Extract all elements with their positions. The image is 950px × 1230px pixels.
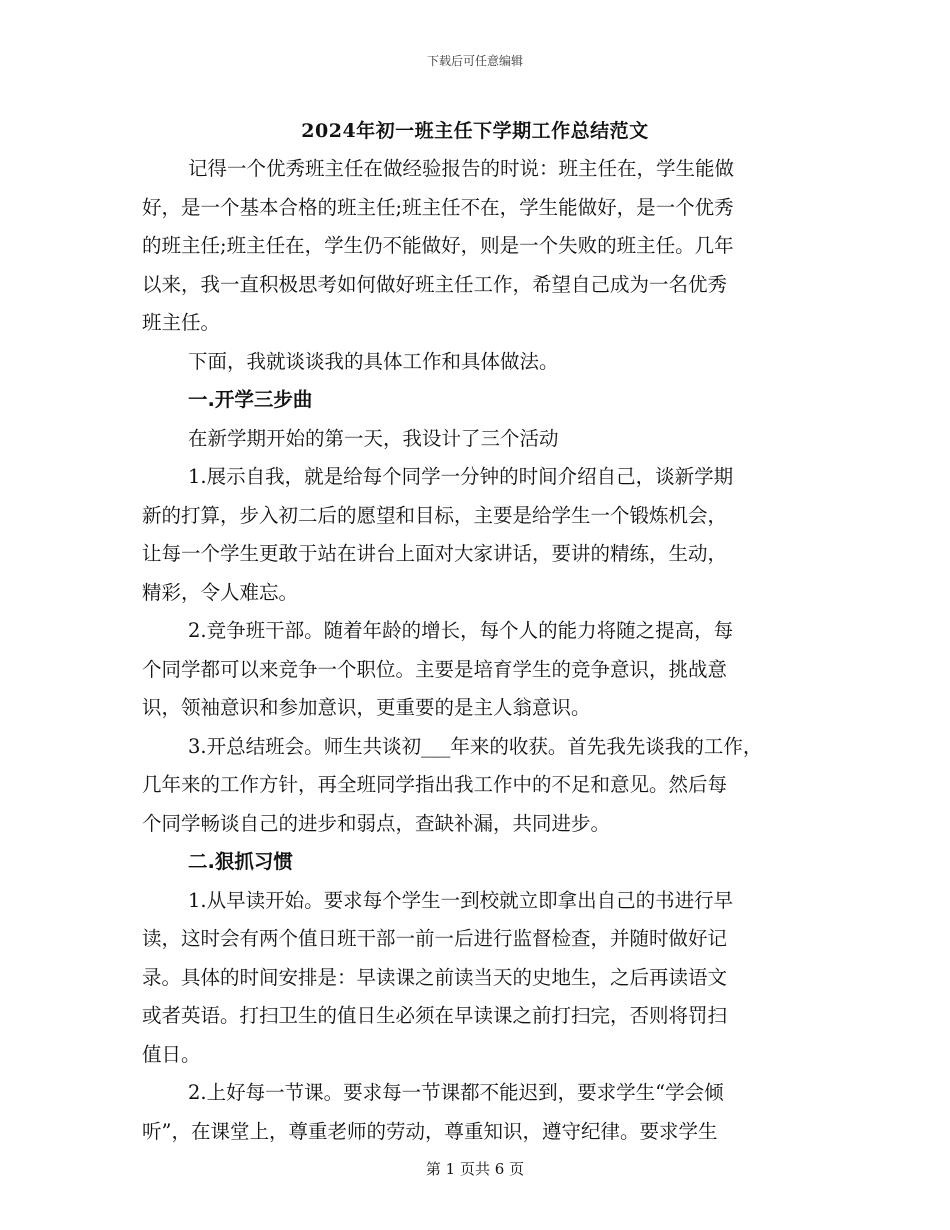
paragraph-line: 听”，在课堂上，尊重老师的劳动，尊重知识，遵守纪律。要求学生 bbox=[142, 1119, 718, 1143]
paragraph-line: 3.开总结班会。师生共谈初___年来的收获。首先我先谈我的工作， bbox=[188, 734, 763, 758]
paragraph-line: 下面，我就谈谈我的具体工作和具体做法。 bbox=[188, 349, 559, 373]
section-heading: 一.开学三步曲 bbox=[188, 388, 313, 411]
paragraph-line: 在新学期开始的第一天，我设计了三个活动 bbox=[188, 426, 559, 450]
page-footer: 第 1 页共 6 页 bbox=[425, 1160, 525, 1178]
paragraph-line: 几年来的工作方针，再全班同学指出我工作中的不足和意见。然后每 bbox=[142, 773, 728, 796]
document-body bbox=[142, 150, 802, 1151]
paragraph-line: 2.上好每一节课。要求每一节课都不能迟到，要求学生“学会倾 bbox=[188, 1081, 724, 1104]
paragraph-line: 或者英语。打扫卫生的值日生必须在早读课之前打扫完，否则将罚扫 bbox=[142, 1004, 728, 1027]
paragraph-line: 个同学畅谈自己的进步和弱点，查缺补漏，共同进步。 bbox=[142, 811, 611, 835]
paragraph-line: 好，是一个基本合格的班主任;班主任不在，学生能做好，是一个优秀 bbox=[142, 195, 734, 219]
paragraph-line: 精彩，令人难忘。 bbox=[142, 580, 299, 604]
document-title: 2024年初一班主任下学期工作总结范文 bbox=[301, 120, 649, 142]
paragraph-line: 读，这时会有两个值日班干部一前一后进行监督检查，并随时做好记 bbox=[142, 927, 728, 950]
paragraph-line: 识，领袖意识和参加意识，更重要的是主人翁意识。 bbox=[142, 696, 591, 719]
paragraph-line: 值日。 bbox=[142, 1042, 201, 1066]
paragraph-line: 新的打算，步入初二后的愿望和目标，主要是给学生一个锻炼机会， bbox=[142, 503, 728, 527]
paragraph-line: 的班主任;班主任在，学生仍不能做好，则是一个失败的班主任。几年 bbox=[142, 234, 734, 257]
paragraph-line: 1.从早读开始。要求每个学生一到校就立即拿出自己的书进行早 bbox=[188, 888, 734, 912]
paragraph-line: 让每一个学生更敢于站在讲台上面对大家讲话，要讲的精练，生动， bbox=[142, 542, 728, 565]
paragraph-line: 以来，我一直积极思考如何做好班主任工作，希望自己成为一名优秀 bbox=[142, 272, 728, 296]
paragraph-line: 1.展示自我，就是给每个同学一分钟的时间介绍自己，谈新学期 bbox=[188, 465, 734, 488]
paragraph-line: 记得一个优秀班主任在做经验报告的时说：班主任在，学生能做 bbox=[188, 157, 735, 180]
paragraph-line: 班主任。 bbox=[142, 311, 221, 334]
section-heading: 二.狠抓习惯 bbox=[188, 850, 293, 873]
paragraph-line: 录。具体的时间安排是：早读课之前读当天的史地生，之后再读语文 bbox=[142, 965, 728, 989]
paragraph-line: 2.竞争班干部。随着年龄的增长，每个人的能力将随之提高，每 bbox=[188, 619, 734, 642]
header-note: 下载后可任意编辑 bbox=[426, 54, 523, 68]
paragraph-line: 个同学都可以来竞争一个职位。主要是培育学生的竞争意识，挑战意 bbox=[142, 657, 728, 681]
